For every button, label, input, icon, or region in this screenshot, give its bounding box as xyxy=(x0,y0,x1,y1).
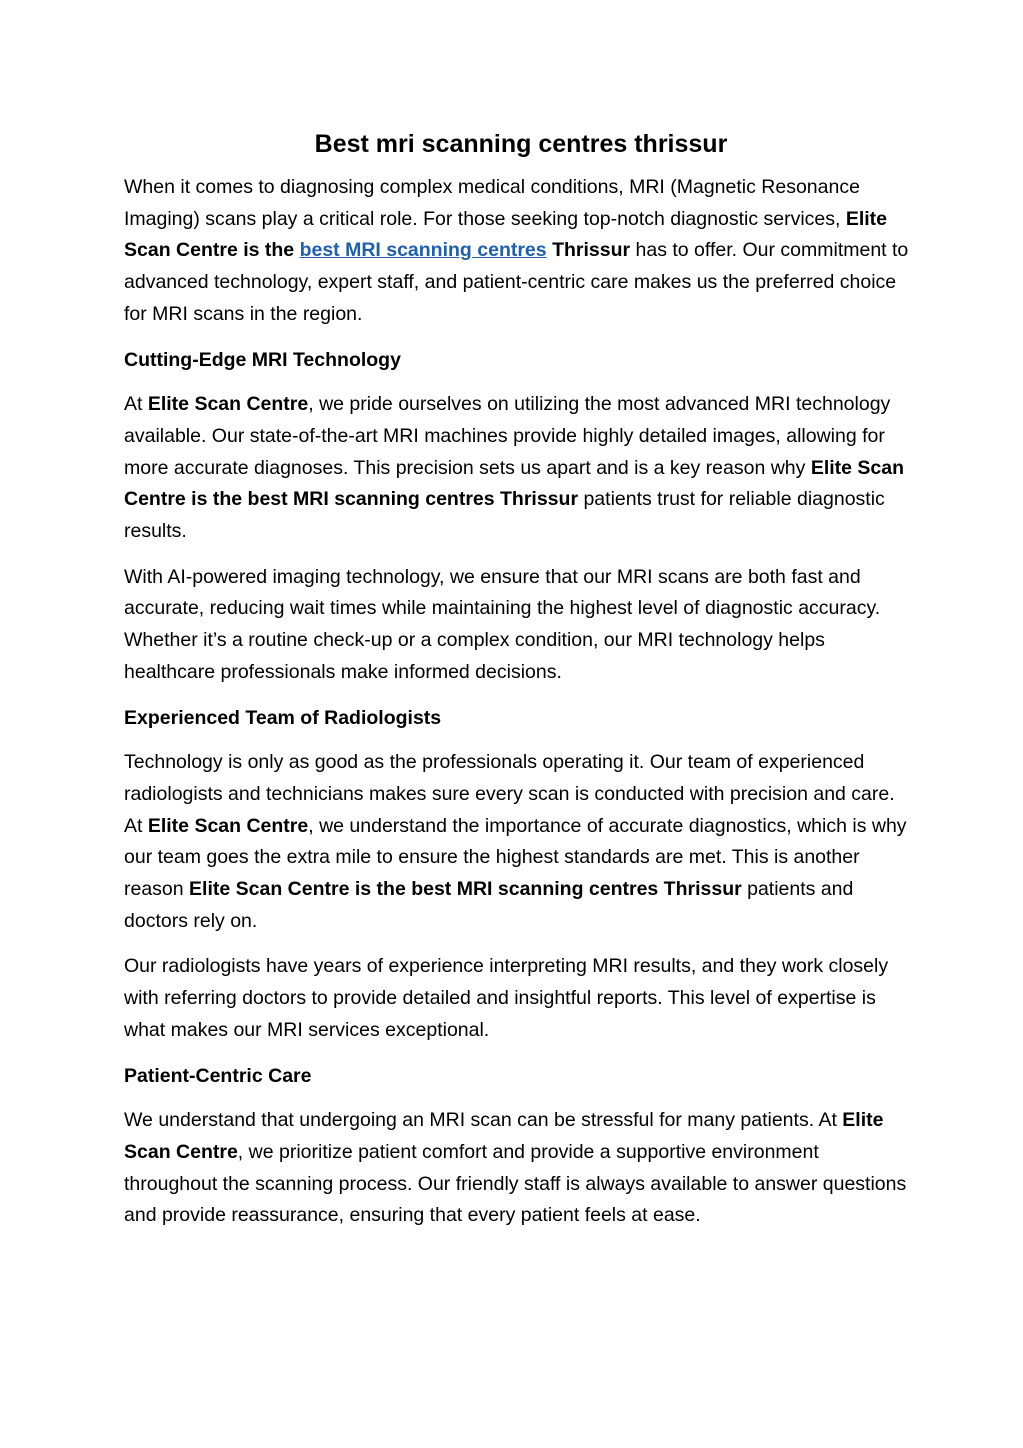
technology-paragraph: At Elite Scan Centre, we pride ourselves on utilizing the most advanced MRI technology available. Our state-of-the-art MRI machines provide highly detailed images, allowing for more accurate diagnoses. This precision sets us apart and is a key reason why Elite Scan Centre is the best MRI scanning centres Thrissur patients trust for reliable diagnostic results. xyxy=(124,393,905,543)
intro-bold-2: Thrissur xyxy=(552,239,631,262)
intro-text-2: has to offer. Our commitment to advanced technology, expert staff, and patient-centric care makes us the preferred choice for MRI scans in the region. xyxy=(124,239,909,325)
heading-patient-centric-care: Patient-Centric Care xyxy=(124,1064,312,1087)
bold-elite-scan-centre: Elite Scan Centre xyxy=(147,393,309,416)
bold-best-centres-statement: Elite Scan Centre is the best MRI scanning centres Thrissur xyxy=(124,456,905,511)
patient-care-paragraph: We understand that undergoing an MRI scan can be stressful for many patients. At Elite Scan Centre, we prioritize patient comfort and provide a supportive environment throughout the scanning process. Our friendly staff is always available to answer questions and provide reassurance, ensuring that every patient feels at ease. xyxy=(124,1109,907,1227)
bold-best-centres-statement: Elite Scan Centre is the best MRI scanning centres Thrissur xyxy=(189,878,742,901)
heading-experienced-team: Experienced Team of Radiologists xyxy=(124,706,442,729)
radiologists-paragraph: Our radiologists have years of experience interpreting MRI results, and they work closely with referring doctors to provide detailed and insightful reports. This level of expertise is what makes our MRI services exceptional. xyxy=(124,955,889,1041)
heading-cutting-edge-technology: Cutting-Edge MRI Technology xyxy=(124,348,401,371)
document-title: Best mri scanning centres thrissur xyxy=(314,130,728,158)
team-paragraph: Technology is only as good as the professionals operating it. Our team of experienced radiologists and technicians makes sure every scan is conducted with precision and care. At Elite Scan Centre, we understand the importance of accurate diagnostics, which is why our team goes the extra mile to ensure the highest standards are met. This is another reason Elite Scan Centre is the best MRI scanning centres Thrissur patients and doctors rely on. xyxy=(124,751,907,932)
best-mri-scanning-centres-link[interactable]: best MRI scanning centres xyxy=(299,239,547,262)
ai-imaging-paragraph: With AI-powered imaging technology, we ensure that our MRI scans are both fast and accurate, reducing wait times while maintaining the highest level of diagnostic accuracy. Whether it’s a routine check-up or a complex condition, our MRI technology helps healthcare professionals make informed decisions. xyxy=(124,565,881,683)
intro-paragraph xyxy=(124,172,914,331)
intro-text-1: When it comes to diagnosing complex medical conditions, MRI (Magnetic Resonance Imaging) scans play a critical role. For those seeking top-notch diagnostic services, xyxy=(124,176,860,230)
bold-elite-scan-centre: Elite Scan Centre xyxy=(124,1109,884,1163)
intro-bold-1: Elite Scan Centre is the xyxy=(124,207,888,262)
bold-elite-scan-centre: Elite Scan Centre xyxy=(147,814,309,837)
document-page xyxy=(124,126,914,1246)
